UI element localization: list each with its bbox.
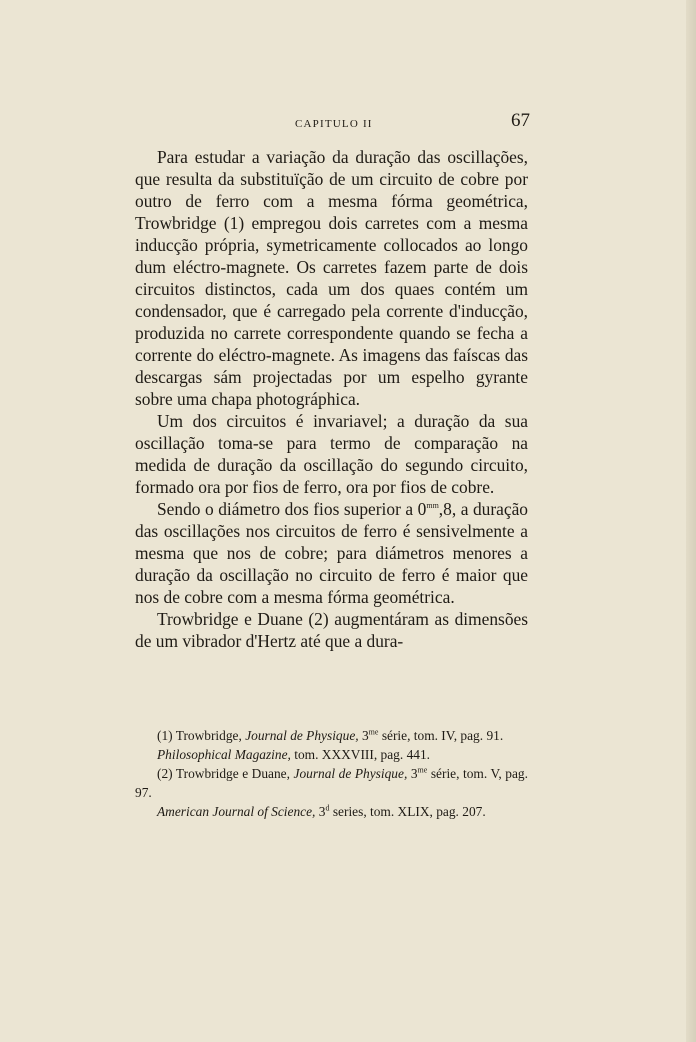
footnote-series: 3 <box>318 804 326 819</box>
footnote-mark: (2) <box>157 766 173 781</box>
footnote <box>135 764 528 802</box>
footnote-journal: American Journal of Science, <box>157 804 316 819</box>
footnote-rest: série, tom. V, pag. 97. <box>135 766 528 800</box>
footnote-journal: Journal de Physique, <box>293 766 408 781</box>
paragraph: Trowbridge e Duane (2) augmentáram as dimensões de um vibrador d'Hertz até que a dura- <box>135 609 528 651</box>
footnote-series-sup: me <box>417 765 428 775</box>
footnote-author: Trowbridge e Duane, <box>175 766 290 781</box>
page-edge <box>686 0 696 1042</box>
footnote-series: 3 <box>361 728 369 743</box>
footnote-journal: Philosophical Magazine, <box>157 747 291 762</box>
page-number: 67 <box>511 110 530 131</box>
footnote-series: 3 <box>410 766 418 781</box>
footnote-mark: (1) <box>157 728 173 743</box>
footnote-rest: tom. XXXVIII, pag. 441. <box>294 747 431 762</box>
paragraph <box>135 498 528 608</box>
footnote-journal: Journal de Physique, <box>245 728 359 743</box>
paragraph-text: Sendo o diámetro dos fios superior a 0 <box>157 499 427 519</box>
paragraph: Para estudar a variação da duração das oscillações, que resulta da substituïção de um circuito de cobre por outro de ferro com a mesma fórma geométrica, Trowbridge (1) empregou dois carretes com a mesma inducção própria, symetricamente collocados ao longo dum eléctro-magnete. Os carretes fazem parte de dois circuitos distinctos, cada um dos quaes contém um condensador, que é carregado pela corrente d'inducção, produzida no carrete correspondente quando se fecha a corrente do eléctro-magnete. As imagens das faíscas das descargas sám projectadas por um espelho gyrante sobre uma chapa photográphica. <box>135 147 528 409</box>
footnotes <box>135 726 528 821</box>
footnote-series-sup: me <box>368 727 379 737</box>
footnote <box>135 726 528 745</box>
footnote <box>135 745 528 764</box>
page-header <box>150 110 530 140</box>
unit-superscript: mm <box>426 501 439 511</box>
footnote-author: Trowbridge, <box>175 728 242 743</box>
paragraph-text: ,8, a duração das oscillações nos circuitos de ferro é sensivelmente a mesma que nos de cobre; para diámetros menores a duração da oscillação no circuito de ferro é maior que nos de cobre com a mesma fórma geométrica. <box>135 499 528 607</box>
body-text <box>135 146 528 652</box>
footnote <box>135 802 528 821</box>
paragraph: Um dos circuitos é invariavel; a duração da sua oscillação toma-se para termo de comparação na medida de duração da oscillação do segundo circuito, formado ora por fios de ferro, ora por fios de cobre. <box>135 411 528 497</box>
footnote-series-sup: d <box>325 803 330 813</box>
footnote-rest: série, tom. IV, pag. 91. <box>381 728 504 743</box>
running-head: CAPITULO II <box>295 118 373 130</box>
footnote-rest: series, tom. XLIX, pag. 207. <box>332 804 486 819</box>
